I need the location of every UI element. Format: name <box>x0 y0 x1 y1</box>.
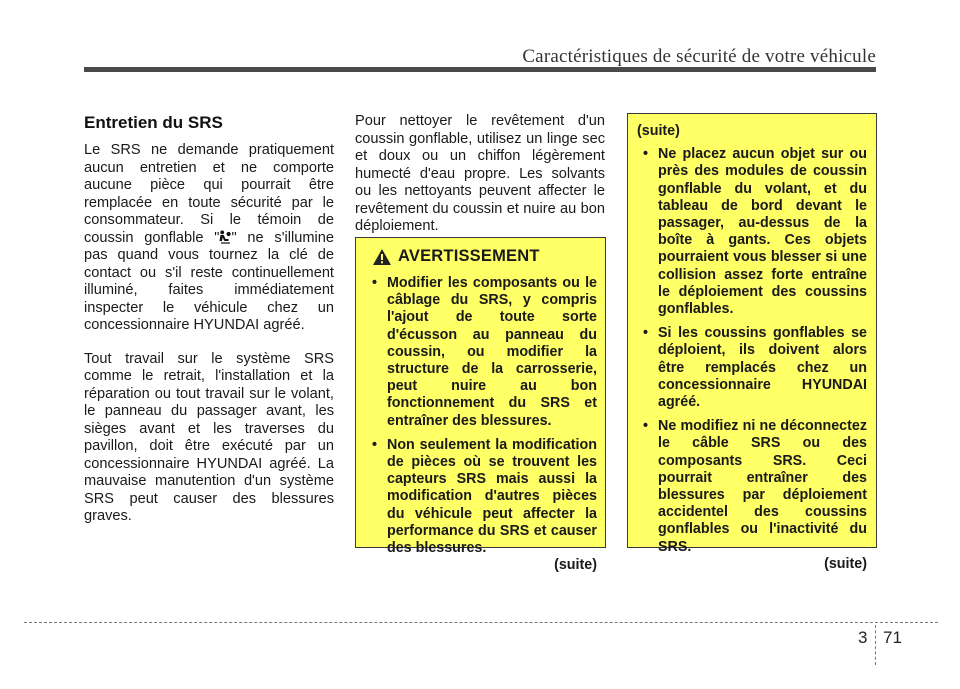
maintenance-paragraph-1 <box>84 142 334 335</box>
paragraph-text-before-icon: Le SRS ne demande pratiquement aucun entretien et ne comporte aucune pièce qui pourrait être remplacée en toute sécurité par le consommateur. Si le témoin de coussin gonflable " <box>84 142 334 246</box>
airbag-warning-icon <box>219 230 231 244</box>
page-number-separator <box>875 625 876 665</box>
page-number: 71 <box>883 628 902 647</box>
warning-box <box>355 237 606 574</box>
paragraph-text-after-icon: " ne s'illumine pas quand vous tournez la clé de contact ou s'il reste continuellement illuminé, faites immédiatement inspecter le véhicule chez un concessionnaire HYUNDAI agréé. <box>84 229 334 333</box>
maintenance-column <box>84 113 334 526</box>
warning-item: • Modifier les composants ou le câblage du SRS, y compris l'ajout de toute sorte d'écusson au panneau du coussin, ou modifier la structure de la carrosserie, peut nuire au bon fonctionnement du SRS et entraîner des blessures. <box>366 275 597 430</box>
cleaning-column <box>355 113 605 236</box>
warning-item: • Ne modifiez ni ne déconnectez le câble SRS ou des composants SRS. Ceci pourrait entraîner des blessures par déploiement accidentel des coussins gonflables ou l'inactivité du SRS. <box>637 418 867 556</box>
warning-item: • Non seulement la modification de pièces où se trouvent les capteurs SRS mais aussi la modification d'autres pièces du véhicule peut affecter la performance du SRS et causer des blessures. <box>366 437 597 557</box>
continued-label: (suite) <box>554 557 597 574</box>
page-header-title: Caractéristiques de sécurité de votre véhicule <box>522 46 876 67</box>
footer-rule <box>24 622 938 623</box>
warning-list <box>366 275 597 557</box>
cleaning-paragraph: Pour nettoyer le revêtement d'un coussin gonflable, utilisez un linge sec et doux ou un chiffon légèrement humecté d'eau propre. Les solvants ou les nettoyants peuvent affecter le revêtement du coussin et nuire au bon déploiement. <box>355 113 605 234</box>
section-heading: Entretien du SRS <box>84 113 223 132</box>
warning-triangle-icon <box>372 248 392 266</box>
maintenance-paragraph-2: Tout travail sur le système SRS comme le retrait, l'installation et la réparation ou tout travail sur le volant, le panneau du passager avant, les sièges avant et les traverses du pavillon, doit être exécuté par un concessionnaire HYUNDAI agréé. La mauvaise manutention d'un système SRS peut causer des blessures graves. <box>84 350 334 524</box>
warning-header <box>372 248 597 266</box>
warning-item: • Ne placez aucun objet sur ou près des modules de coussin gonflable du volant, et du tableau de bord devant le passager, au-dessus de la boîte à gants. Ces objets pourraient vous blesser si une collision assez forte entraîne le déploiement des coussins gonflables. <box>637 146 867 318</box>
continued-warning-box <box>627 113 877 572</box>
warning-title: AVERTISSEMENT <box>398 247 540 266</box>
continued-from-label: (suite) <box>637 123 680 139</box>
continued-warning-list <box>637 146 867 556</box>
header-rule <box>84 67 876 72</box>
continued-label: (suite) <box>824 555 867 572</box>
chapter-number: 3 <box>858 628 868 647</box>
warning-item: • Si les coussins gonflables se déploient, ils doivent alors être remplacés chez un concessionnaire HYUNDAI agréé. <box>637 325 867 411</box>
